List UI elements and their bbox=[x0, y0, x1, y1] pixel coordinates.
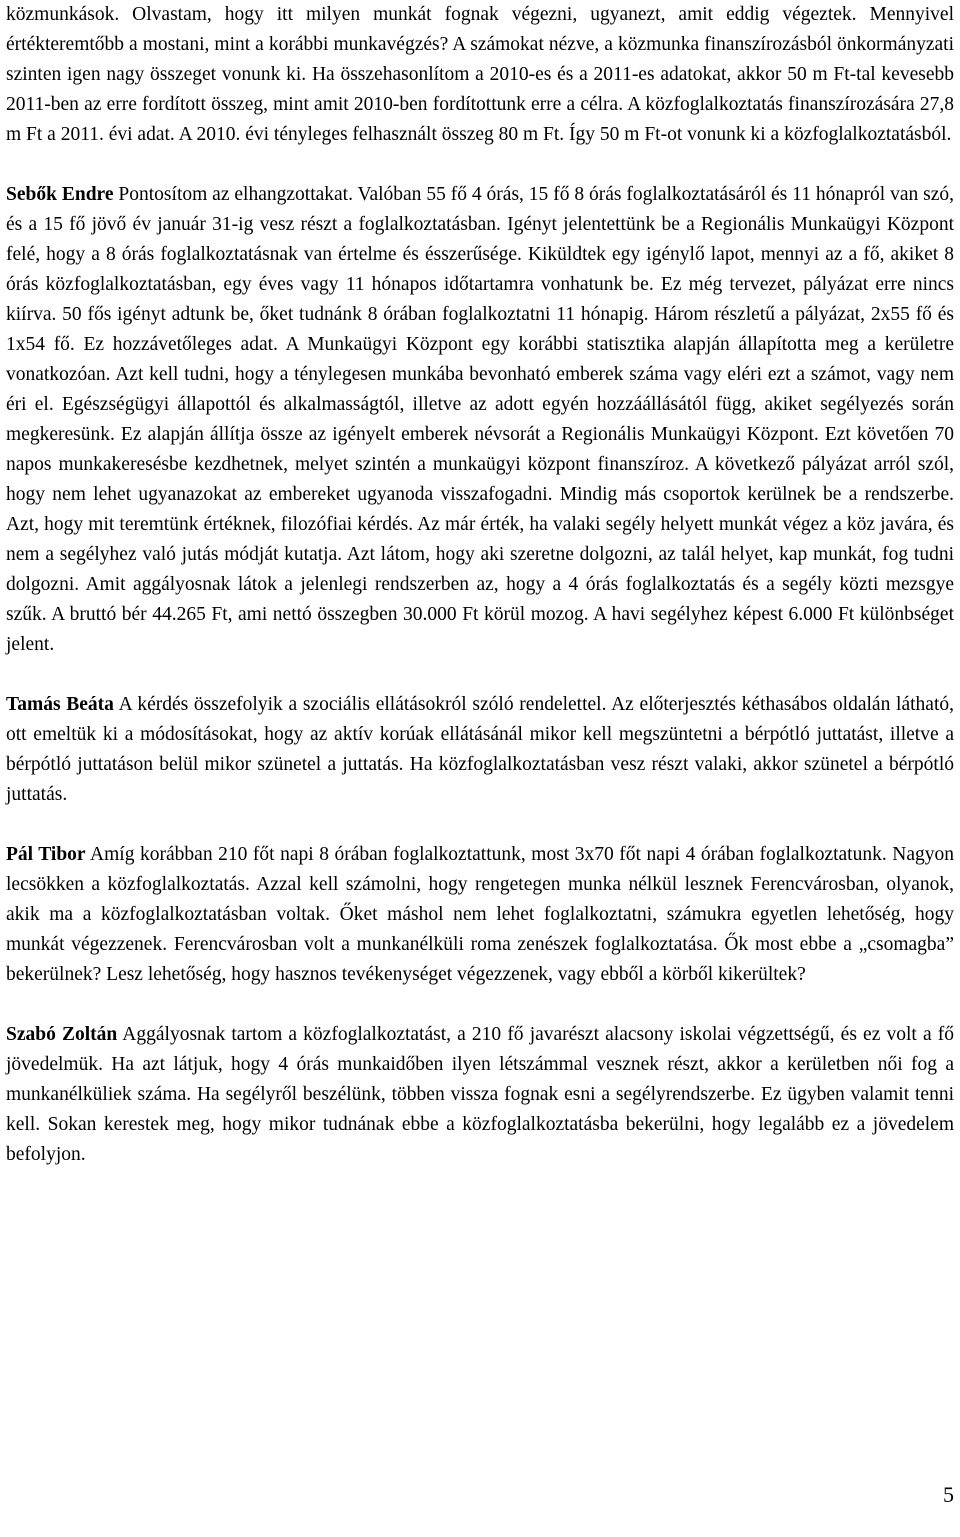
speaker-name: Szabó Zoltán bbox=[6, 1024, 118, 1045]
paragraph-gap bbox=[6, 810, 954, 840]
page-number: 5 bbox=[943, 1482, 954, 1507]
paragraph-gap bbox=[6, 150, 954, 180]
document-page bbox=[6, 0, 954, 1170]
speaker-name: Pál Tibor bbox=[6, 844, 86, 865]
paragraph-szabo-zoltan bbox=[6, 1020, 954, 1170]
paragraph-gap bbox=[6, 990, 954, 1020]
paragraph-text: A kérdés összefolyik a szociális ellátásokról szóló rendelettel. Az előterjesztés kéthasábos oldalán látható, ott emeltük ki a módosításokat, hogy az aktív korúak ellátásánál mikor kell megszüntetni a bérpótló juttatást, illetve a bérpótló juttatáson belül mikor szünetel a juttatás. Ha közfoglalkoztatásban vesz részt valaki, akkor szünetel a bérpótló juttatás. bbox=[6, 694, 954, 805]
paragraph-text: Aggályosnak tartom a közfoglalkoztatást, a 210 fő javarészt alacsony iskolai végzettségű, és ez volt a fő jövedelmük. Ha azt látjuk, hogy 4 órás munkaidőben ilyen létszámmal vesznek részt, akkor a kerületben női fog a munkanélküliek száma. Ha segélyről beszélünk, többen vissza fognak esni a segélyrendszerbe. Ez ügyben valamit tenni kell. Sokan kerestek meg, hogy mikor tudnának ebbe a közfoglalkoztatásba bekerülni, hogy legalább ez a jövedelem befolyjon. bbox=[6, 1024, 955, 1165]
paragraph-sebok-endre bbox=[6, 180, 954, 660]
speaker-name: Tamás Beáta bbox=[6, 694, 114, 715]
paragraph-text: Amíg korábban 210 főt napi 8 órában foglalkoztattunk, most 3x70 főt napi 4 órában foglalkoztatunk. Nagyon lecsökken a közfoglalkoztatás. Azzal kell számolni, hogy rengetegen munka nélkül lesznek Ferencvárosban, olyanok, akik ma a közfoglalkoztatásban voltak. Őket máshol nem lehet foglalkoztatni, számukra egyetlen lehetőség, hogy munkát végezzenek. Ferencvárosban volt a munkanélküli roma zenészek foglalkoztatása. Ők most ebbe a „csomagba” bekerülnek? Lesz lehetőség, hogy hasznos tevékenységet végezzenek, vagy ebből a körből kikerültek? bbox=[6, 844, 954, 985]
speaker-name: Sebők Endre bbox=[6, 184, 114, 205]
paragraph-tamas-beata bbox=[6, 690, 954, 810]
paragraph-pal-tibor bbox=[6, 840, 954, 990]
paragraph-text: közmunkások. Olvastam, hogy itt milyen munkát fognak végezni, ugyanezt, amit eddig végeztek. Mennyivel értékteremtőbb a mostani, mint a korábbi munkavégzés? A számokat nézve, a közmunka finanszírozásból önkormányzati szinten igen nagy összeget vonunk ki. Ha összehasonlítom a 2010-es és a 2011-es adatokat, akkor 50 m Ft-tal kevesebb 2011-ben az erre fordított összeg, mint amit 2010-ben fordítottunk erre a célra. A közfoglalkoztatás finanszírozására 27,8 m Ft a 2011. évi adat. A 2010. évi tényleges felhasznált összeg 80 m Ft. Így 50 m Ft-ot vonunk ki a közfoglalkoztatásból. bbox=[6, 4, 954, 145]
paragraph-text: Pontosítom az elhangzottakat. Valóban 55 fő 4 órás, 15 fő 8 órás foglalkoztatásáról és 11 hónapról van szó, és a 15 fő jövő év január 31-ig vesz részt a foglalkoztatásban. Igényt jelentettünk be a Regionális Munkaügyi Központ felé, hogy a 8 órás foglalkoztatásnak van értelme és ésszerűsége. Kiküldtek egy igénylő lapot, mennyi az a fő, akiket 8 órás közfoglalkoztatásban, egy éves vagy 11 hónapos időtartamra vonhatunk be. Ez még tervezet, pályázat erre nincs kiírva. 50 fős igényt adtunk be, őket tudnánk 8 órában foglalkoztatni 11 hónapig. Három részletű a pályázat, 2x55 fő és 1x54 fő. Ez hozzávetőleges adat. A Munkaügyi Központ egy korábbi statisztika alapján állapította meg a kerületre vonatkozóan. Azt kell tudni, hogy a ténylegesen munkába bevonható emberek száma vagy eléri ezt a számot, vagy nem éri el. Egészségügyi állapottól és alkalmasságtól, illetve az adott egyén hozzáállásától függ, akiket segélyezés során megkeresünk. Ez alapján állítja össze az igényelt emberek névsorát a Regionális Munkaügyi Központ. Ezt követően 70 napos munkakeresésbe kezdhetnek, melyet szintén a munkaügyi központ finanszíroz. A következő pályázat arról szól, hogy nem lehet ugyanazokat az embereket ugyanoda visszafogadni. Mindig más csoportok kerülnek be a rendszerbe. Azt, hogy mit teremtünk értéknek, filozófiai kérdés. Az már érték, ha valaki segély helyett munkát végez a köz javára, és nem a segélyhez való jutás módját kutatja. Azt látom, hogy aki szeretne dolgozni, az talál helyet, kap munkát, fog tudni dolgozni. Amit aggályosnak látok a jelenlegi rendszerben az, hogy a 4 órás foglalkoztatás és a segély közti mezsgye szűk. A bruttó bér 44.265 Ft, ami nettó összegben 30.000 Ft körül mozog. A havi segélyhez képest 6.000 Ft különbséget jelent. bbox=[6, 184, 954, 655]
paragraph-intro bbox=[6, 0, 954, 150]
paragraph-gap bbox=[6, 660, 954, 690]
